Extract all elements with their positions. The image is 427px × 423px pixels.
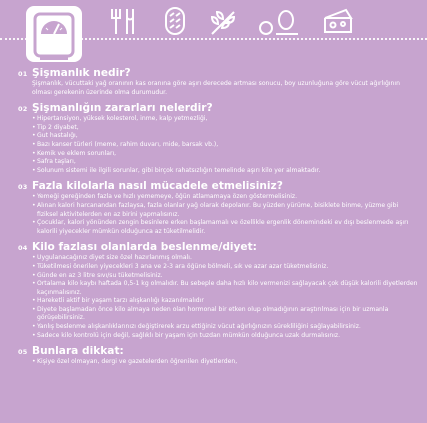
document-content	[18, 66, 418, 371]
section-title: Şişmanlığın zararları nelerdir?	[32, 102, 213, 115]
section-title: Kilo fazlası olanlarda beslenme/diyet:	[32, 241, 257, 254]
list-item: • Çocuklar, kalori yönünden zengin besinlere erken başlamamalı ve özellikle ergenlik dönemindeki ev dışı beslenmede aşırı kalorili yiyecekler mümkün olduğunca az tüketilmelidir.	[32, 219, 418, 236]
list-item: • Sadece kilo kontrolü için değil, sağlıklı bir yaşam için tuzdan mümkün olduğunca uzak durmalısınız.	[32, 332, 418, 341]
bread-icon	[160, 6, 190, 40]
scale-icon	[26, 6, 82, 62]
wheat-icon	[208, 6, 240, 42]
list-item: • Uygulanacağınız diyet size özel hazırlanmış olmalı.	[32, 254, 418, 263]
section-title: Fazla kilolarla nasıl mücadele etmelisiniz?	[32, 180, 283, 193]
cheese-icon	[322, 6, 354, 42]
list-item: • Ortalama kilo kaybı haftada 0,5-1 kg olmalıdır. Bu sebeple daha hızlı kilo vermenizi sağlayacak çok düşük kalorili diyetlerden kaçınmalısınız.	[32, 280, 418, 297]
section-harms	[18, 101, 418, 175]
list-item: • Safra taşları,	[32, 158, 418, 167]
list-item: • Kişiye özel olmayan, dergi ve gazetelerden öğrenilen diyetlerden,	[32, 358, 418, 367]
section-number: 04	[18, 244, 28, 253]
attention-list	[32, 358, 418, 367]
diet-list	[32, 254, 418, 340]
list-item: • Tüketilmesi önerilen yiyecekleri 3 ana ve 2-3 ara öğüne bölmeli, sık ve azar azar tüketmelisiniz.	[32, 263, 418, 272]
section-number: 02	[18, 105, 28, 114]
section-number: 01	[18, 70, 28, 78]
list-item: • Bazı kanser türleri (meme, rahim duvarı, mide, barsak vb.),	[32, 141, 418, 150]
section-attention	[18, 344, 418, 367]
list-item: • Tip 2 diyabet,	[32, 124, 418, 133]
header-icon-bar	[0, 0, 427, 60]
section-title: Şişmanlık nedir?	[32, 67, 131, 79]
section-title: Bunlara dikkat:	[32, 345, 124, 358]
section-number: 05	[18, 348, 28, 357]
list-item: • Hareketli aktif bir yaşam tarzı alışkanlığı kazanılmalıdır	[32, 297, 418, 306]
list-item: • Solunum sistemi ile ilgili sorunlar, gibi birçok rahatsızlığın temelinde aşırı kilo yer almaktadır.	[32, 167, 418, 176]
list-item: • Kemik ve eklem sorunları,	[32, 150, 418, 159]
section-diet	[18, 240, 418, 340]
list-item: • Yanlış beslenme alışkanlıklarınızı değiştirerek arzu ettiğiniz vücut ağırlığınızın sürekliliğini sağlayabilirsiniz.	[32, 323, 418, 332]
section-what-is-obesity	[18, 66, 418, 97]
list-item: • Günde en az 3 litre sıvı/su tüketmelisiniz.	[32, 272, 418, 281]
list-item: • Diyete başlamadan önce kilo almaya neden olan hormonal bir etken olup olmadığının araştırılması için bir uzmanla görüşebilirsiniz.	[32, 306, 418, 323]
list-item: • Hipertansiyon, yüksek kolesterol, inme, kalp yetmezliği,	[32, 115, 418, 124]
fight-list	[32, 193, 418, 236]
section-fight-excess-weight	[18, 179, 418, 236]
list-item: • Yemeği gereğinden fazla ve hızlı yememeye, öğün atlamamaya özen göstermelisiniz.	[32, 193, 418, 202]
egg-icon	[258, 6, 298, 42]
section-paragraph: Şişmanlık, vücuttaki yağ oranının kas oranına göre aşırı derecede artması sonucu, boy uzunluğuna göre vücut ağırlığının olması gerekenin üzerinde olma durumudur.	[32, 80, 400, 96]
list-item: • Gut hastalığı,	[32, 132, 418, 141]
cutlery-icon	[108, 6, 138, 40]
section-number: 03	[18, 183, 28, 192]
harms-list	[32, 115, 418, 175]
list-item: • Alınan kalori harcanandan fazlaysa, fazla olanlar yağ olarak depolanır. Bu yüzden yürüme, bisiklete binme, yüzme gibi fiziksel aktivitelerden en az birini yapmalısınız.	[32, 202, 418, 219]
